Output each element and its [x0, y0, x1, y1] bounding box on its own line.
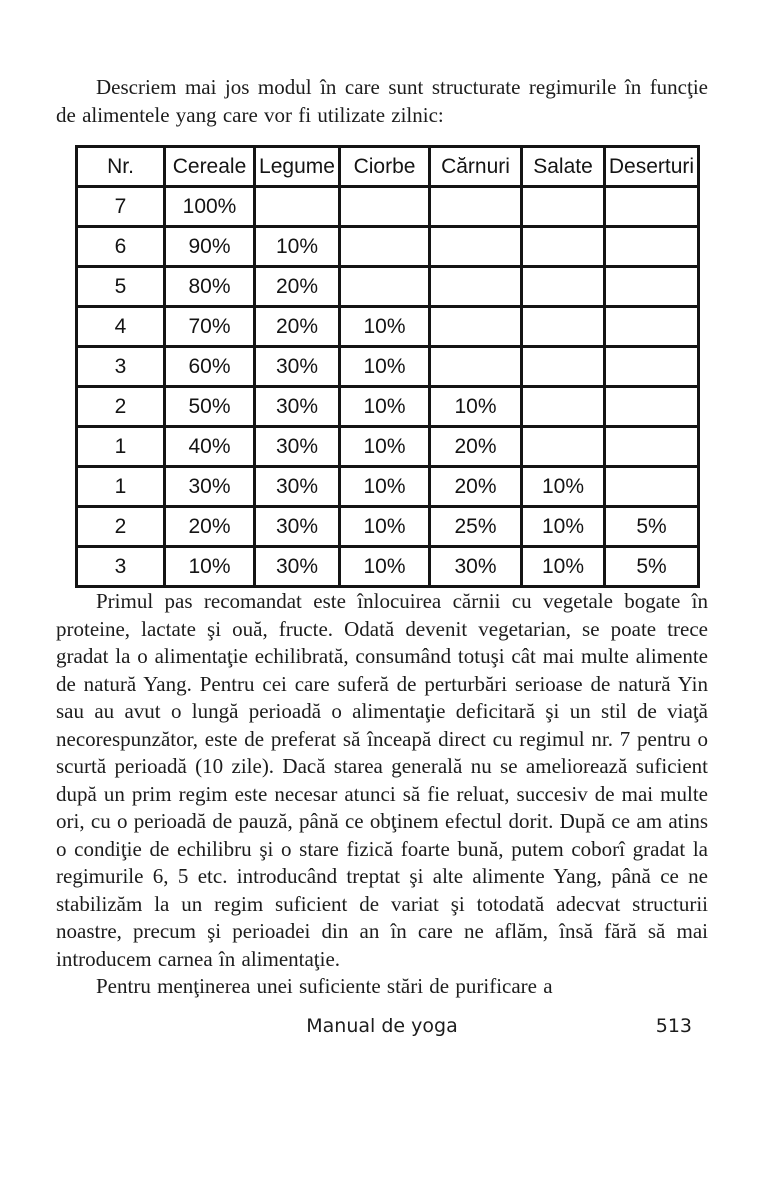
table-cell: 10%	[340, 467, 430, 507]
continuation-paragraph: Pentru menţinerea unei suficiente stări de purificare a	[96, 974, 553, 998]
table-cell: 30%	[255, 387, 340, 427]
column-header: Deserturi	[605, 147, 699, 187]
table-cell: 10%	[340, 347, 430, 387]
table-cell: 4	[77, 307, 165, 347]
table-cell: 2	[77, 387, 165, 427]
table-cell: 10%	[165, 547, 255, 587]
table-cell: 2	[77, 507, 165, 547]
table-row	[77, 547, 699, 587]
table-cell: 90%	[165, 227, 255, 267]
column-header: Nr.	[77, 147, 165, 187]
body-paragraph: Primul pas recomandat este înlocuirea cărnii cu vegetale bogate în proteine, lactate şi ouă, fructe. Odată devenit vegetarian, se poate trece gradat la o alimentaţie echilibrată, consumând totuşi cât mai multe alimente de natură Yang. Pentru cei care suferă de perturbări serioase de natură Yin sau au avut o lungă perioadă o alimentaţie deficitară şi un stil de viaţă necorespunzător, este de preferat să înceapă direct cu regimul nr. 7 pentru o scurtă perioadă (10 zile). Dacă starea generală nu se ameliorează suficient după un prim regim este necesar atunci să fie reluat, succesiv de mai multe ori, cu o perioadă de pauză, până ce obţinem efectul dorit. După ce am atins o condiţie de echilibru şi o stare fizică foarte bună, putem coborî gradat la regimurile 6, 5 etc. introducând treptat şi alte alimente Yang, până ce ne stabilizăm la un regim suficient de variat şi totodată adecvat structurii noastre, precum şi perioadei din an în care ne aflăm, însă fără să mai introducem carnea în alimentaţie.	[56, 589, 708, 971]
table-cell: 30%	[255, 347, 340, 387]
table-cell: 30%	[165, 467, 255, 507]
table-cell: 30%	[255, 467, 340, 507]
table-row	[77, 387, 699, 427]
diet-regimen-table	[75, 145, 700, 588]
table-cell: 10%	[430, 387, 522, 427]
column-header: Ciorbe	[340, 147, 430, 187]
table-cell: 10%	[340, 307, 430, 347]
column-header: Cereale	[165, 147, 255, 187]
table-cell: 10%	[340, 427, 430, 467]
table-cell	[605, 347, 699, 387]
table-cell	[522, 307, 605, 347]
table-header-row	[77, 147, 699, 187]
table-cell: 70%	[165, 307, 255, 347]
table-cell	[430, 227, 522, 267]
table-cell	[430, 267, 522, 307]
table-row	[77, 307, 699, 347]
table-row	[77, 187, 699, 227]
table-cell: 50%	[165, 387, 255, 427]
table-cell	[605, 427, 699, 467]
table-cell: 40%	[165, 427, 255, 467]
table-row	[77, 267, 699, 307]
table-cell: 20%	[430, 427, 522, 467]
table-cell	[522, 427, 605, 467]
table-cell	[605, 227, 699, 267]
table-cell: 10%	[340, 547, 430, 587]
table-cell: 3	[77, 547, 165, 587]
table-cell	[340, 187, 430, 227]
column-header: Salate	[522, 147, 605, 187]
table-cell: 3	[77, 347, 165, 387]
table-cell: 25%	[430, 507, 522, 547]
table-cell	[605, 387, 699, 427]
table-cell: 1	[77, 467, 165, 507]
table-cell	[522, 387, 605, 427]
column-header: Cărnuri	[430, 147, 522, 187]
table-cell	[605, 307, 699, 347]
table-cell: 20%	[255, 267, 340, 307]
diet-table-body	[77, 187, 699, 587]
table-cell: 10%	[340, 387, 430, 427]
table-cell: 20%	[255, 307, 340, 347]
table-cell: 5%	[605, 547, 699, 587]
table-cell: 10%	[340, 507, 430, 547]
table-cell: 10%	[522, 547, 605, 587]
table-cell: 10%	[255, 227, 340, 267]
table-cell	[255, 187, 340, 227]
table-cell	[430, 187, 522, 227]
table-row	[77, 467, 699, 507]
running-title: Manual de yoga	[306, 1014, 458, 1037]
table-row	[77, 227, 699, 267]
table-cell: 20%	[430, 467, 522, 507]
table-cell: 5%	[605, 507, 699, 547]
table-cell: 1	[77, 427, 165, 467]
table-cell: 20%	[165, 507, 255, 547]
table-cell	[522, 187, 605, 227]
page-number: 513	[655, 1014, 692, 1037]
table-cell	[605, 267, 699, 307]
table-cell: 80%	[165, 267, 255, 307]
table-row	[77, 427, 699, 467]
table-cell: 10%	[522, 507, 605, 547]
table-cell	[605, 467, 699, 507]
table-cell	[605, 187, 699, 227]
table-cell	[430, 347, 522, 387]
page-footer	[56, 1013, 708, 1039]
table-cell	[340, 227, 430, 267]
table-cell: 10%	[522, 467, 605, 507]
table-cell	[522, 267, 605, 307]
table-cell	[340, 267, 430, 307]
table-cell: 30%	[255, 507, 340, 547]
table-row	[77, 507, 699, 547]
table-cell: 7	[77, 187, 165, 227]
table-cell: 30%	[255, 427, 340, 467]
intro-paragraph: Descriem mai jos modul în care sunt structurate regimurile în funcţie de alimentele yang care vor fi utilizate zilnic:	[56, 75, 708, 127]
table-cell	[522, 347, 605, 387]
table-cell	[522, 227, 605, 267]
table-cell	[430, 307, 522, 347]
table-cell: 6	[77, 227, 165, 267]
table-row	[77, 347, 699, 387]
table-cell: 30%	[255, 547, 340, 587]
table-cell: 100%	[165, 187, 255, 227]
table-cell: 30%	[430, 547, 522, 587]
column-header: Legume	[255, 147, 340, 187]
table-cell: 5	[77, 267, 165, 307]
table-cell: 60%	[165, 347, 255, 387]
